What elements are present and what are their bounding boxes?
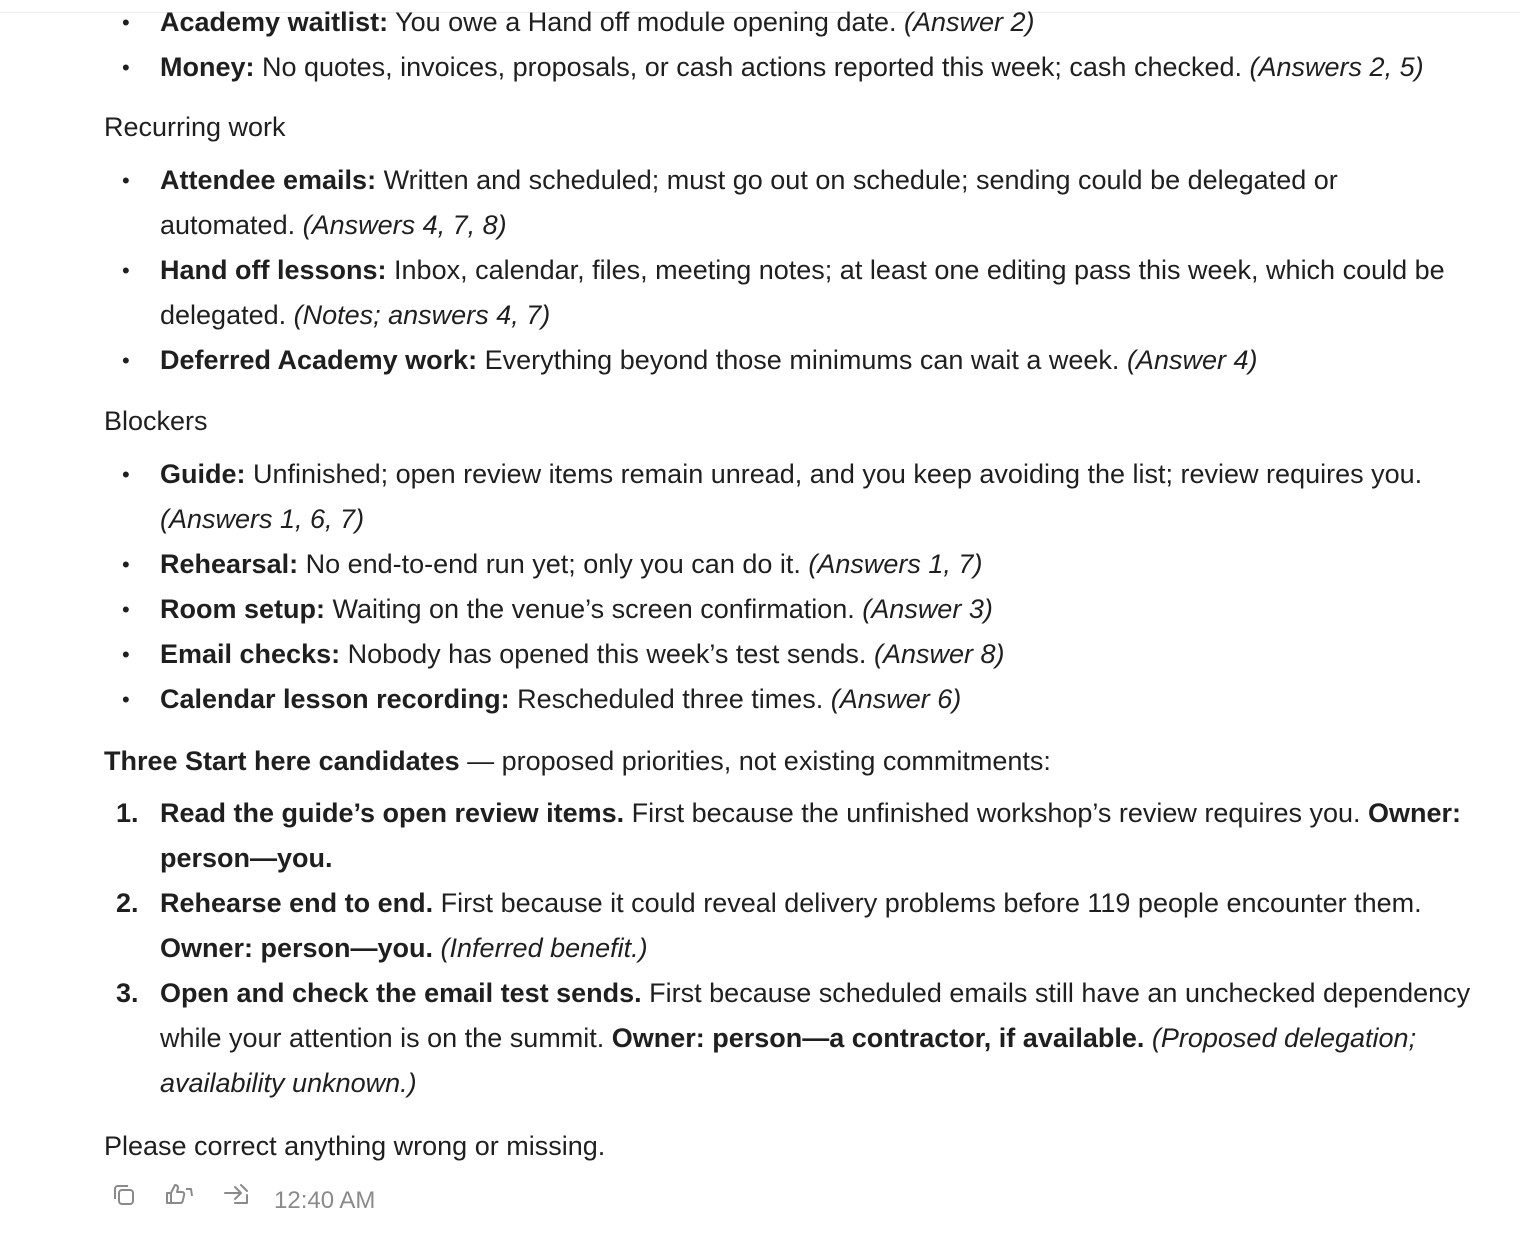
item-text: delegated. <box>160 300 294 330</box>
item-note: (Inferred benefit.) <box>433 933 648 963</box>
section-heading-recurring: Recurring work <box>104 112 286 142</box>
item-text: Inbox, calendar, files, meeting notes; at least one editing pass this week, which could be <box>386 255 1445 285</box>
copy-icon <box>110 1178 138 1223</box>
item-title: Open and check the email test sends. <box>160 978 642 1008</box>
feedback-button[interactable] <box>160 1180 200 1220</box>
item-label: Guide: <box>160 459 246 489</box>
numbered-item <box>104 791 1470 881</box>
section-heading-candidates <box>104 739 1051 784</box>
list-item <box>104 45 1424 90</box>
message-timestamp: 12:40 AM <box>274 1186 376 1214</box>
closing-line: Please correct anything wrong or missing. <box>104 1131 606 1161</box>
bullet: • <box>122 597 130 622</box>
item-text: Everything beyond those minimums can wait a week. <box>477 345 1127 375</box>
copy-button[interactable] <box>104 1180 144 1220</box>
item-owner: Owner: person—you. <box>160 933 434 963</box>
item-note: (Answers 1, 7) <box>808 549 983 579</box>
share-button[interactable] <box>216 1180 256 1220</box>
list-item <box>104 587 1422 632</box>
item-note: (Answer 3) <box>862 594 993 624</box>
item-label: Room setup: <box>160 594 325 624</box>
item-text: No end-to-end run yet; only you can do it. <box>298 549 809 579</box>
item-label: Hand off lessons: <box>160 255 387 285</box>
item-label: Money: <box>160 52 255 82</box>
numbered-item <box>104 881 1470 971</box>
item-label: Academy waitlist: <box>160 7 389 37</box>
item-owner: Owner: person—a contractor, if available. <box>611 1023 1145 1053</box>
bullet: • <box>122 687 130 712</box>
item-note: (Answer 8) <box>873 639 1005 669</box>
list-item <box>104 452 1422 542</box>
list-item <box>104 248 1445 338</box>
candidates-heading-bold: Three Start here candidates <box>104 746 460 776</box>
top-list <box>104 0 1424 90</box>
bullet: • <box>122 168 130 193</box>
item-note: (Answer 4) <box>1126 345 1258 375</box>
item-note: (Proposed delegation; <box>1144 1023 1417 1053</box>
item-owner: person—you. <box>160 843 333 873</box>
item-note: (Answer 6) <box>830 684 962 714</box>
bullet: • <box>122 462 130 487</box>
item-text: No quotes, invoices, proposals, or cash actions reported this week; cash checked. <box>254 52 1250 82</box>
item-label: Email checks: <box>160 639 341 669</box>
item-title: Rehearse end to end. <box>160 888 434 918</box>
bullet: • <box>122 642 130 667</box>
item-label: Deferred Academy work: <box>160 345 478 375</box>
list-item <box>104 632 1422 677</box>
item-text: Written and scheduled; must go out on schedule; sending could be delegated or <box>376 165 1338 195</box>
list-item <box>104 542 1422 587</box>
item-note: availability unknown.) <box>160 1068 417 1098</box>
item-number: 3. <box>116 978 139 1008</box>
item-note: (Answers 2, 5) <box>1249 52 1424 82</box>
item-text: First because it could reveal delivery problems before 119 people encounter them. <box>433 888 1422 918</box>
item-text: Waiting on the venue’s screen confirmation. <box>325 594 863 624</box>
message-actions <box>104 1180 375 1220</box>
item-text: while your attention is on the summit. <box>160 1023 612 1053</box>
bullet: • <box>122 55 130 80</box>
item-text: First because scheduled emails still have an unchecked dependency <box>641 978 1471 1008</box>
thumbs-icon <box>164 1178 196 1223</box>
candidates-heading-rest: — proposed priorities, not existing commitments: <box>459 746 1051 776</box>
item-note: (Answers 1, 6, 7) <box>160 504 365 534</box>
item-label: Attendee emails: <box>160 165 377 195</box>
item-number: 1. <box>116 798 139 828</box>
bullet: • <box>122 10 130 35</box>
bullet: • <box>122 552 130 577</box>
share-icon <box>221 1178 251 1223</box>
item-text: Rescheduled three times. <box>509 684 831 714</box>
section-heading-blockers: Blockers <box>104 406 208 436</box>
item-note: (Answers 4, 7, 8) <box>302 210 507 240</box>
item-text: Unfinished; open review items remain unread, and you keep avoiding the list; review requires you. <box>245 459 1423 489</box>
item-owner: Owner: <box>1368 798 1462 828</box>
item-label: Calendar lesson recording: <box>160 684 510 714</box>
item-note: (Answer 2) <box>904 7 1035 37</box>
bullet: • <box>122 258 130 283</box>
item-text: First because the unfinished workshop’s review requires you. <box>624 798 1369 828</box>
item-text: You owe a Hand off module opening date. <box>388 7 904 37</box>
item-label: Rehearsal: <box>160 549 299 579</box>
list-item <box>104 0 1424 45</box>
item-text: automated. <box>160 210 303 240</box>
list-item <box>104 158 1445 248</box>
recurring-list <box>104 158 1445 383</box>
numbered-item <box>104 971 1470 1106</box>
blockers-list <box>104 452 1422 722</box>
list-item <box>104 677 1422 722</box>
item-number: 2. <box>116 888 139 918</box>
item-title: Read the guide’s open review items. <box>160 798 625 828</box>
item-note: (Notes; answers 4, 7) <box>293 300 551 330</box>
candidates-list <box>104 791 1470 1106</box>
bullet: • <box>122 348 130 373</box>
list-item <box>104 338 1445 383</box>
item-text: Nobody has opened this week’s test sends. <box>340 639 874 669</box>
